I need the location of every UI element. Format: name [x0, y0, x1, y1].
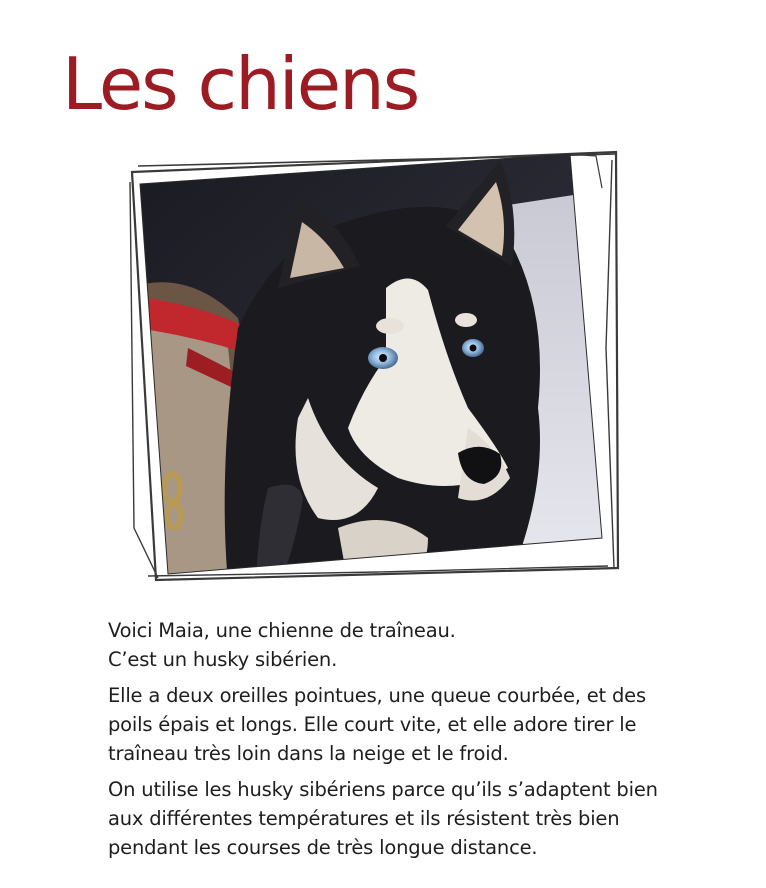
- body-text: [108, 616, 748, 869]
- text-line: poils épais et longs. Elle court vite, et elle adore tirer le: [108, 713, 637, 736]
- husky-dog-photo: [128, 148, 620, 584]
- paragraph-description: [108, 681, 748, 768]
- text-line: pendant les courses de très longue distance.: [108, 836, 538, 859]
- photo-frame: [128, 148, 620, 584]
- text-line: Elle a deux oreilles pointues, une queue courbée, et des: [108, 684, 646, 707]
- text-line: aux différentes températures et ils résistent très bien: [108, 807, 620, 830]
- text-line: On utilise les husky sibériens parce qu’ils s’adaptent bien: [108, 778, 658, 801]
- text-line: traîneau très loin dans la neige et le froid.: [108, 742, 509, 765]
- paragraph-usage: [108, 775, 748, 862]
- page-title: Les chiens: [62, 42, 419, 126]
- paragraph-intro: [108, 616, 748, 674]
- text-line: Voici Maia, une chienne de traîneau.: [108, 619, 456, 642]
- text-line: C’est un husky sibérien.: [108, 648, 338, 671]
